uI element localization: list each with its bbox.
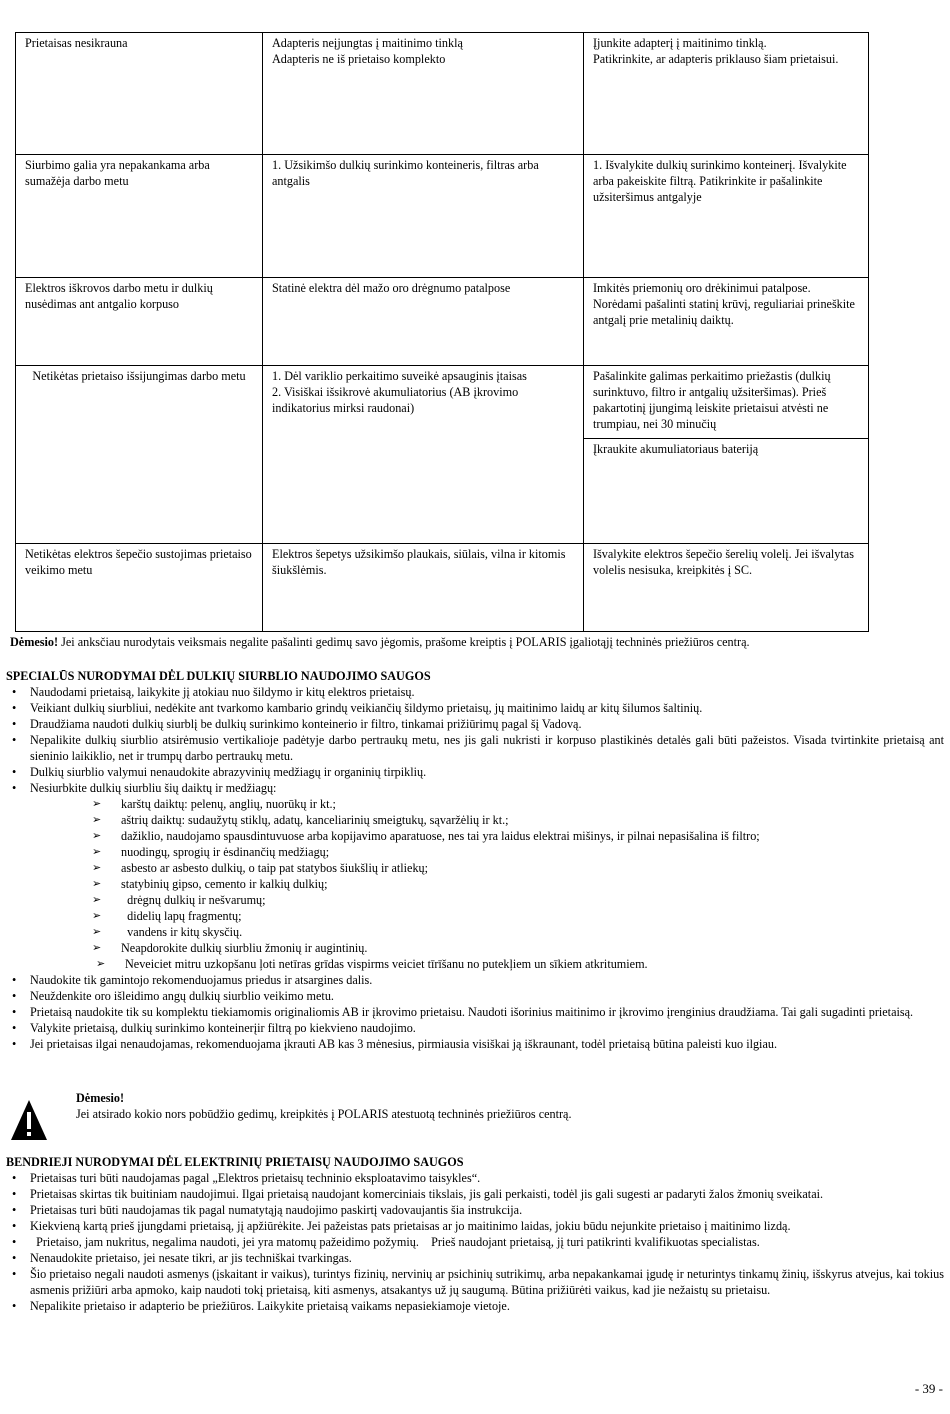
list-item: ➢ vandens ir kitų skysčių.	[92, 924, 944, 940]
list-item: • Prietaiso, jam nukritus, negalima naudoti, jei yra matomų pažeidimo požymių. Prieš naudojant prietaisą, jį turi patikrinti kvalifikuotas specialistas.	[6, 1234, 944, 1250]
list-item: • Šio prietaiso negali naudoti asmenys (įskaitant ir vaikus), turintys fizinių, nervinių ar psichinių sutrikimų, arba nepakankamai įgudę ir neturintys tinkamų žinių, išskyrus atvejus, kai tokius asmenis prižiūri arba apmoko, kaip naudoti tokį prietaisą, kiti asmenys, atsakantys už jų saugumą. Būtina prižiūrėti vaikus, kad jie nežaistų su prietaisu.	[6, 1266, 944, 1298]
cause-cell: 1. Dėl variklio perkaitimo suveikė apsauginis įtaisas 2. Visiškai išsikrovė akumuliatorius (AB įkrovimo indikatorius mirksi raudonai)	[263, 366, 584, 544]
troubleshooting-table	[15, 32, 869, 632]
cause-cell: Elektros šepetys užsikimšo plaukais, siūlais, vilna ir kitomis šiukšlėmis.	[263, 544, 584, 632]
warning-triangle-icon	[10, 1098, 48, 1142]
cause-cell: Statinė elektra dėl mažo oro drėgnumo patalpose	[263, 278, 584, 366]
problem-cell: Netikėtas prietaiso išsijungimas darbo metu	[16, 366, 263, 544]
table-row	[16, 278, 869, 366]
list-item: ➢ nuodingų, sprogių ir ėsdinančių medžiagų;	[92, 844, 944, 860]
warning-title: Dėmesio!	[76, 1091, 125, 1105]
list-item: • Nesiurbkite dulkių siurbliu šių daiktų ir medžiagų:	[6, 780, 944, 796]
list-item: • Nepalikite prietaiso ir adapterio be priežiūros. Laikykite prietaisą vaikams nepasiekiamoje vietoje.	[6, 1298, 944, 1314]
forbidden-items-list	[92, 796, 944, 972]
list-item: • Prietaisas turi būti naudojamas pagal „Elektros prietaisų techninio eksploatavimo taisykles“.	[6, 1170, 944, 1186]
list-item: • Prietaisas turi būti naudojamas tik pagal numatytąją naudojimo paskirtį vadovaujantis šia instrukcija.	[6, 1202, 944, 1218]
list-item: • Valykite prietaisą, dulkių surinkimo konteinerįir filtrą po kiekvieno naudojimo.	[6, 1020, 944, 1036]
list-item: • Nenaudokite prietaiso, jei nesate tikri, ar jis techniškai tvarkingas.	[6, 1250, 944, 1266]
warning-text: Jei atsirado kokio nors pobūdžio gedimų, kreipkitės į POLARIS atestuotą techninės priežiūros centrą.	[76, 1107, 572, 1121]
list-item: ➢ drėgnų dulkių ir nešvarumų;	[92, 892, 944, 908]
problem-cell: Siurbimo galia yra nepakankama arba sumažėja darbo metu	[16, 155, 263, 278]
table-row	[16, 33, 869, 155]
list-item: • Kiekvieną kartą prieš įjungdami prietaisą, jį apžiūrėkite. Jei pažeistas pats prietaisas ar jo maitinimo laidas, jokiu būdu nejunkite prietaiso į maitinimo lizdą.	[6, 1218, 944, 1234]
list-item: • Jei prietaisas ilgai nenaudojamas, rekomenduojama įkrauti AB kas 3 mėnesius, pirmiausia visiškai ją iškraunant, todėl prietaisą būtina paleisti kuo ilgiau.	[6, 1036, 944, 1052]
table-row	[16, 544, 869, 632]
problem-cell: Prietaisas nesikrauna	[16, 33, 263, 155]
solution-cell: Pašalinkite galimas perkaitimo priežastis (dulkių surinktuvo, filtro ir antgalių užsiteršimas). Prieš pakartotinį įjungimą leiskite prietaisui atvėsti ne trumpiau, nei 30 minučių Įkraukite akumuliatoriaus bateriją	[584, 366, 869, 544]
list-item: • Prietaisas skirtas tik buitiniam naudojimui. Ilgai prietaisą naudojant komerciniais tikslais, jis gali perkaisti, todėl jis gali sugesti ar padaryti žalos žmonių sveikatai.	[6, 1186, 944, 1202]
list-item: • Nepalikite dulkių siurblio atsirėmusio vertikalioje padėtyje darbo pertraukų metu, nes jis gali nukristi ir korpuso plastikinės detalės gali būti pažeistos. Visada tvirtinkite prietaisą ant sieninio laikiklio, net ir trumpų darbo pertraukų metu.	[6, 732, 944, 764]
solution-cell: Imkitės priemonių oro drėkinimui patalpose. Norėdami pašalinti statinį krūvį, reguliariai prineškite antgalį prie metalinių daiktų.	[584, 278, 869, 366]
list-item: ➢ aštrių daiktų: sudaužytų stiklų, adatų, kanceliarinių smeigtukų, sąvaržėlių ir kt.;	[92, 812, 944, 828]
list-item: ➢ asbesto ar asbesto dulkių, o taip pat statybos šiukšlių ir atliekų;	[92, 860, 944, 876]
table-row	[16, 155, 869, 278]
attention-text: Jei anksčiau nurodytais veiksmais negalite pašalinti gedimų savo jėgomis, prašome kreiptis į POLARIS įgaliotąjį techninės priežiūros centrą.	[58, 635, 750, 649]
list-item: ➢ Neveiciet mitru uzkopšanu ļoti netīras grīdas vispirms veiciet tīrīšanu no putekļiem un sīkiem atkritumiem.	[96, 956, 944, 972]
list-item: • Naudokite tik gamintojo rekomenduojamus priedus ir atsargines dalis.	[6, 972, 944, 988]
problem-cell: Netikėtas elektros šepečio sustojimas prietaiso veikimo metu	[16, 544, 263, 632]
problem-cell: Elektros iškrovos darbo metu ir dulkių nusėdimas ant antgalio korpuso	[16, 278, 263, 366]
attention-label: Dėmesio!	[10, 635, 59, 649]
cause-cell: 1. Užsikimšo dulkių surinkimo konteineris, filtras arba antgalis	[263, 155, 584, 278]
vacuum-safety-list	[6, 684, 944, 1052]
electrical-safety-list	[6, 1170, 944, 1314]
solution-cell: Įjunkite adapterį į maitinimo tinklą. Patikrinkite, ar adapteris priklauso šiam prietaisui.	[584, 33, 869, 155]
solution-cell: 1. Išvalykite dulkių surinkimo konteinerį. Išvalykite arba pakeiskite filtrą. Patikrinkite ir pašalinkite užsiteršimus antgalyje	[584, 155, 869, 278]
list-item: • Draudžiama naudoti dulkių siurblį be dulkių surinkimo konteinerio ir filtro, tinkamai prižiūrimų pagal šį Vadovą.	[6, 716, 944, 732]
list-item: ➢ Neapdorokite dulkių siurbliu žmonių ir augintinių.	[92, 940, 944, 956]
section-heading-electrical-safety: BENDRIEJI NURODYMAI DĖL ELEKTRINIŲ PRIETAISŲ NAUDOJIMO SAUGOS	[6, 1155, 464, 1169]
list-item: ➢ didelių lapų fragmentų;	[92, 908, 944, 924]
list-item: • Prietaisą naudokite tik su komplektu tiekiamomis originaliomis AB ir įkrovimo prietaisu. Naudoti išorinius maitinimo ir įkrovimo įrenginius draudžiama. Tai gali sugadinti prietaisą.	[6, 1004, 944, 1020]
attention-note	[10, 634, 910, 650]
list-item: • Dulkių siurblio valymui nenaudokite abrazyvinių medžiagų ir organinių tirpiklių.	[6, 764, 944, 780]
section-heading-vacuum-safety: SPECIALŪS NURODYMAI DĖL DULKIŲ SIURBLIO NAUDOJIMO SAUGOS	[6, 669, 431, 683]
list-item: ➢ dažiklio, naudojamo spausdintuvuose arba kopijavimo aparatuose, nes tai yra laidus elektrai mišinys, ir pilnai nepasišalina iš filtro;	[92, 828, 944, 844]
cause-cell: Adapteris neįjungtas į maitinimo tinklą Adapteris ne iš prietaiso komplekto	[263, 33, 584, 155]
solution-extra: Įkraukite akumuliatoriaus bateriją	[584, 438, 868, 457]
list-item: • Veikiant dulkių siurbliui, nedėkite ant tvarkomo kambario grindų veikiančių šildymo prietaisų, jų maitinimo laidų ar kitų šilumos šaltinių.	[6, 700, 944, 716]
list-item: ➢ statybinių gipso, cemento ir kalkių dulkių;	[92, 876, 944, 892]
table-row	[16, 366, 869, 544]
solution-cell: Išvalykite elektros šepečio šerelių volelį. Jei išvalytas volelis nesisuka, kreipkitės į SC.	[584, 544, 869, 632]
page-number: - 39 -	[914, 1381, 943, 1396]
list-item: ➢ karštų daiktų: pelenų, anglių, nuorūkų ir kt.;	[92, 796, 944, 812]
list-item: • Neuždenkite oro išleidimo angų dulkių siurblio veikimo metu.	[6, 988, 944, 1004]
list-item: • Naudodami prietaisą, laikykite jį atokiau nuo šildymo ir kitų elektros prietaisų.	[6, 684, 944, 700]
